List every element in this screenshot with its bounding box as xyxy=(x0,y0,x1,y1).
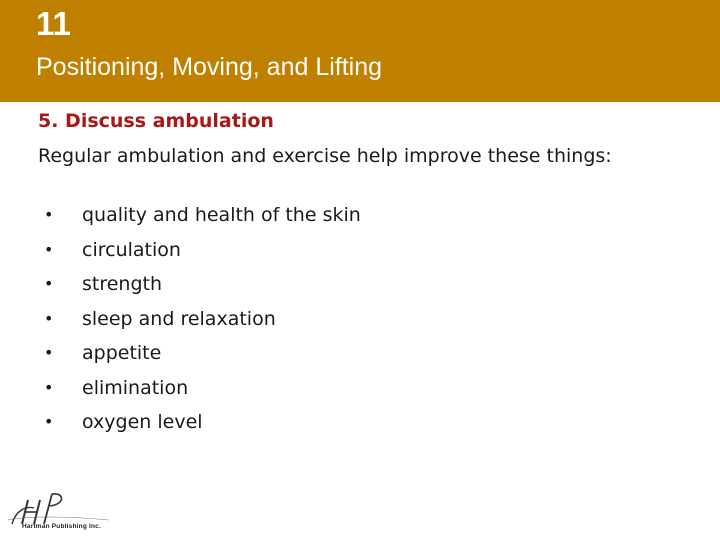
bullet-icon: • xyxy=(44,412,54,431)
list-item-text: elimination xyxy=(82,376,189,399)
bullet-icon: • xyxy=(44,239,54,259)
section-heading: 5. Discuss ambulation xyxy=(38,110,274,132)
title-bar xyxy=(0,0,720,102)
chapter-number: 11 xyxy=(36,5,71,42)
chapter-title: Positioning, Moving, and Lifting xyxy=(36,53,383,81)
bullet-icon: • xyxy=(44,377,54,397)
publisher-logo-text: Hartman Publishing Inc. xyxy=(22,523,101,530)
bullet-icon: • xyxy=(44,274,54,293)
intro-text: Regular ambulation and exercise help improve these things: xyxy=(38,145,612,167)
bullet-icon: • xyxy=(44,205,54,224)
list-item-text: circulation xyxy=(82,238,181,261)
list-item-text: strength xyxy=(82,273,163,295)
list-item-text: quality and health of the skin xyxy=(82,204,361,226)
list-item-text: appetite xyxy=(82,342,162,364)
bullet-icon: • xyxy=(44,343,54,362)
list-item-text: oxygen level xyxy=(82,411,203,433)
bullet-icon: • xyxy=(44,308,54,328)
list-item-text: sleep and relaxation xyxy=(82,307,276,330)
